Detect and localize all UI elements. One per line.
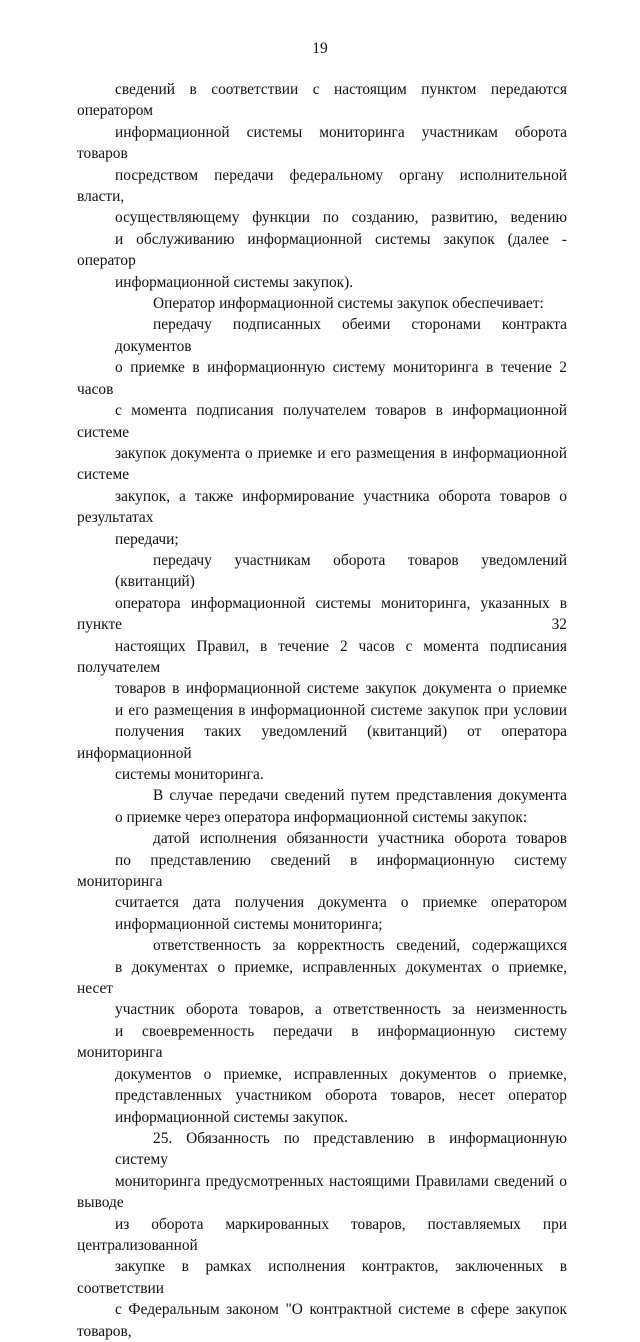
text-line: товаров в информационной системе закупок документа о приемке xyxy=(115,680,567,698)
text-line: считается дата получения документа о приемке оператором xyxy=(115,894,567,912)
text-line: сведений в соответствии с настоящим пунктом передаются оператором xyxy=(77,81,567,120)
text-line: мониторинга предусмотренных настоящими Правилами сведений о выводе xyxy=(77,1172,567,1212)
text-line: о приемке в информационную систему мониторинга в течение 2 часов xyxy=(77,359,567,398)
paragraph-operator-duties xyxy=(77,293,567,314)
text-line: системы мониторинга. xyxy=(115,766,264,783)
text-line: осуществляющему функции по созданию, развитию, ведению xyxy=(115,209,567,227)
text-line: информационной системы мониторинга; xyxy=(115,915,383,933)
paragraph-transfer-documents xyxy=(77,314,567,549)
text-line: и его размещения в информационной системе закупок при условии xyxy=(115,701,567,719)
text-line: информационной системы закупок). xyxy=(115,273,354,291)
text-line: Оператор информационной системы закупок обеспечивает: xyxy=(153,295,544,313)
text-line: 25. Обязанность по представлению в информационную систему xyxy=(115,1129,567,1169)
text-line: с момента подписания получателем товаров в информационной системе xyxy=(77,402,567,441)
paragraph-continuation xyxy=(77,79,567,293)
text-line: передачи; xyxy=(115,530,179,548)
text-line: передачу участникам оборота товаров уведомлений (квитанций) xyxy=(115,551,567,591)
page-number: 19 xyxy=(312,40,328,57)
text-line: и обслуживанию информационной системы закупок (далее - оператор xyxy=(77,230,567,270)
text-line: закупке в рамках исполнения контрактов, заключенных в соответствии xyxy=(77,1258,567,1297)
text-line: датой исполнения обязанности участника оборота товаров xyxy=(153,830,567,848)
paragraph-item-25 xyxy=(77,1128,567,1342)
paragraph-transfer-notices xyxy=(77,550,567,785)
text-line: с Федеральным законом "О контрактной системе в сфере закупок товаров, xyxy=(77,1301,567,1340)
text-line: информационной системы закупок. xyxy=(115,1108,348,1126)
text-line: получения таких уведомлений (квитанций) от оператора информационной xyxy=(77,723,567,762)
text-line: в документах о приемке, исправленных документах о приемке, несет xyxy=(77,958,567,998)
text-line: ответственность за корректность сведений, содержащихся xyxy=(153,937,567,955)
paragraph-responsibility xyxy=(77,935,567,1128)
text-line: передачу подписанных обеими сторонами контракта документов xyxy=(115,316,567,355)
text-line: из оборота маркированных товаров, поставляемых при централизованной xyxy=(77,1215,567,1254)
text-line: закупок документа о приемке и его размещения в информационной системе xyxy=(77,444,567,484)
text-line: оператора информационной системы мониторинга, указанных в пункте 32 xyxy=(77,594,567,634)
paragraph-obligation-date xyxy=(77,828,567,935)
text-line: закупок, а также информирование участника оборота товаров о результатах xyxy=(77,487,567,527)
text-line: участник оборота товаров, а ответственность за неизменность xyxy=(115,1001,567,1019)
text-line: настоящих Правил, в течение 2 часов с момента подписания получателем xyxy=(77,637,567,676)
paragraph-transfer-case xyxy=(77,785,567,828)
text-line: информационной системы мониторинга участникам оборота товаров xyxy=(77,123,567,163)
text-line: и своевременность передачи в информационную систему мониторинга xyxy=(77,1022,567,1062)
text-line: В случае передачи сведений путем представления документа xyxy=(153,787,567,805)
text-line: по представлению сведений в информационную систему мониторинга xyxy=(77,851,567,891)
text-line: документов о приемке, исправленных документов о приемке, xyxy=(115,1065,567,1083)
text-line: посредством передачи федеральному органу исполнительной власти, xyxy=(77,166,567,206)
document-body xyxy=(77,79,567,1342)
text-line: о приемке через оператора информационной системы закупок: xyxy=(115,808,528,826)
text-line: представленных участником оборота товаров, несет оператор xyxy=(115,1087,567,1105)
